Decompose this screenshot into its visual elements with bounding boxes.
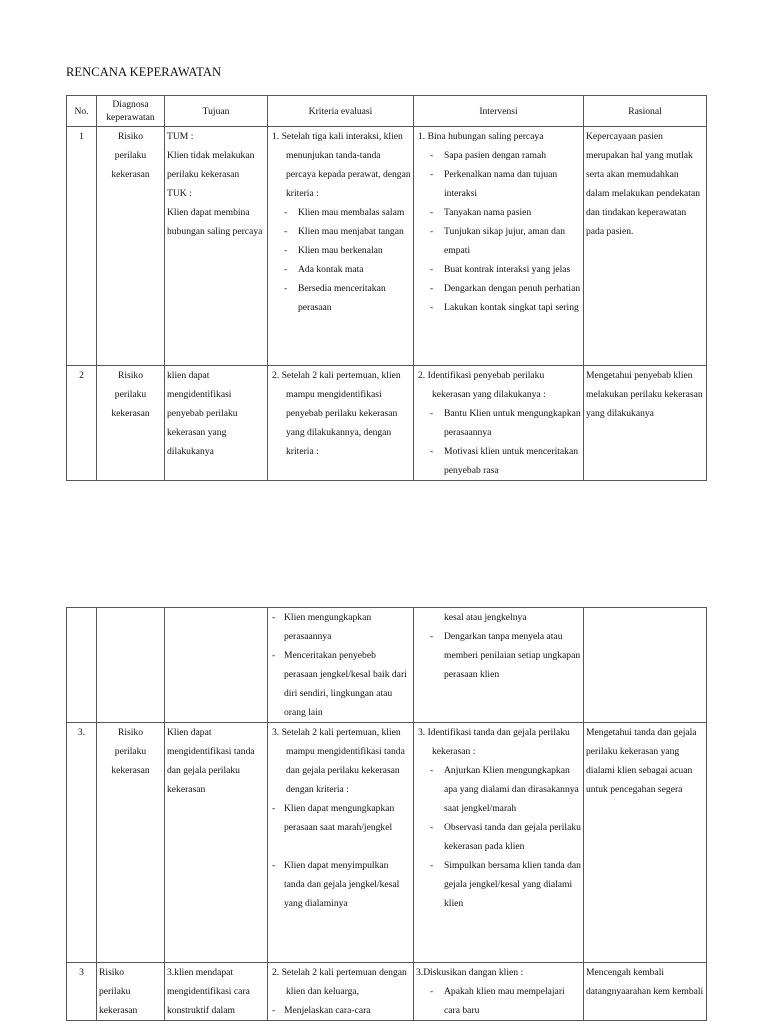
table-row	[67, 963, 707, 1021]
list-item: - Sapa pasien dengan ramah	[416, 146, 581, 165]
list-item: - Bersedia menceritakan perasaan	[270, 279, 411, 317]
list-item: - Anjurkan Klien mengungkapkan apa yang dialami dan dirasakannya saat jengkel/marah	[416, 761, 581, 818]
list-item: - Ada kontak mata	[270, 260, 411, 279]
list-item: - Tunjukan sikap jujur, aman dan empati	[416, 222, 581, 260]
list-item: - Buat kontrak interaksi yang jelas	[416, 260, 581, 279]
intervensi-cell: 3.Diskusikan dangan klien : - Apakah klien mau mempelajari cara baru	[414, 963, 584, 1021]
list-item: - Dengarkan tanpa menyela atau memberi penilaian setiap ungkapan perasaan klien	[416, 627, 581, 684]
table-row	[67, 723, 707, 963]
table-header-row	[67, 96, 707, 127]
tujuan-cell: klien dapat mengidentifikasi penyebab perilaku kekerasan yang dilakukanya	[165, 366, 268, 481]
list-item: - Motivasi klien untuk menceritakan penyebab rasa	[416, 442, 581, 480]
table-row	[67, 366, 707, 481]
kriteria-cell	[268, 608, 414, 723]
list-item: - Menjelaskan cara-cara	[270, 1001, 411, 1020]
care-plan-table-page-1	[66, 95, 707, 481]
kriteria-cell: 2. Setelah 2 kali pertemuan dengan klien dan keluarga, - Menjelaskan cara-cara	[268, 963, 414, 1021]
table-row-continued	[67, 608, 707, 723]
list-item: - Klien mau berkenalan	[270, 241, 411, 260]
tujuan-cell: 3.klien mendapat mengidentifikasi cara konstruktif dalam	[165, 963, 268, 1021]
diagnosa-cell: Risiko perilaku kekerasan	[97, 366, 165, 481]
list-item: - Klien dapat menyimpulkan tanda dan gejala jengkel/kesal yang dialaminya	[270, 856, 411, 913]
list-item: - Dengarkan dengan penuh perhatian	[416, 279, 581, 298]
list-item: - Menceritakan penyebeb perasaan jengkel/kesal baik dari diri sendiri, lingkungan atau orang lain	[270, 646, 411, 722]
row-number: 1	[67, 127, 97, 366]
header-kriteria: Kriteria evaluasi	[268, 96, 414, 127]
rasional-cell: Kepercayaan pasien merupakan hal yang mutlak serta akan memudahkan dalam melakukan pendekatan dan tindakan keperawatan pada pasien.	[584, 127, 707, 366]
kriteria-cell: 3. Setelah 2 kali pertemuan, klien mampu mengidentifikasi tanda dan gejala perilaku kekerasan dengan kriteria : - Klien dapat mengungkapkan perasaan saat marah/jengkel - Klien dapat menyimpulkan tanda dan gejala jengkel/kesal yang dialaminya	[268, 723, 414, 963]
header-rasional: Rasional	[584, 96, 707, 127]
list-item: - Apakah klien mau mempelajari cara baru	[416, 982, 581, 1020]
tujuan-cell: Klien dapat mengidentifikasi tanda dan gejala perilaku kekerasan	[165, 723, 268, 963]
care-plan-table-page-2	[66, 607, 707, 1021]
intervensi-cell: kesal atau jengkelnya - Dengarkan tanpa menyela atau memberi penilaian setiap ungkapan perasaan klien	[414, 608, 584, 723]
kriteria-cell: 1. Setelah tiga kali interaksi, klien menunjukan tanda-tanda percaya kepada perawat, dengan kriteria : - Klien mau membalas salam - Klien mau menjabat tangan - Klien mau berkenalan - Ada kontak mata - Bersedia menceritakan perasaan	[268, 127, 414, 366]
list-item: - Klien mengungkapkan perasaannya	[270, 608, 411, 646]
list-item: - Klien dapat mengungkapkan perasaan saat marah/jengkel	[270, 799, 411, 837]
header-diagnosa: Diagnosa keperawatan	[97, 96, 165, 127]
intervensi-cell: 1. Bina hubungan saling percaya - Sapa pasien dengan ramah - Perkenalkan nama dan tujuan interaksi - Tanyakan nama pasien - Tunjukan sikap jujur, aman dan empati - Buat kontrak interaksi yang jelas - Dengarkan dengan penuh perhatian - Lakukan kontak singkat tapi sering	[414, 127, 584, 366]
page-title: RENCANA KEPERAWATAN	[66, 65, 222, 79]
row-number: 3	[67, 963, 97, 1021]
list-item: - Klien mau membalas salam	[270, 203, 411, 222]
table-row	[67, 127, 707, 366]
rasional-cell: Mencengah kembali datangnyaarahan kem kembali	[584, 963, 707, 1021]
header-no: No.	[67, 96, 97, 127]
list-item: - Tanyakan nama pasien	[416, 203, 581, 222]
list-item: - Bantu Klien untuk mengungkapkan perasaannya	[416, 404, 581, 442]
row-number: 2	[67, 366, 97, 481]
diagnosa-cell: Risiko perilaku kekerasan	[97, 963, 165, 1021]
list-item: - Perkenalkan nama dan tujuan interaksi	[416, 165, 581, 203]
row-number: 3.	[67, 723, 97, 963]
rasional-cell: Mengetahui penyebab klien melakukan perilaku kekerasan yang dilakukanya	[584, 366, 707, 481]
list-item: - Observasi tanda dan gejala perilaku kekerasan pada klien	[416, 818, 581, 856]
list-item: - Klien mau menjabat tangan	[270, 222, 411, 241]
list-item: - Lakukan kontak singkat tapi sering	[416, 298, 581, 317]
intervensi-cell: 3. Identifikasi tanda dan gejala perilaku kekerasan : - Anjurkan Klien mengungkapkan apa yang dialami dan dirasakannya saat jengkel/marah - Observasi tanda dan gejala perilaku kekerasan pada klien - Simpulkan bersama klien tanda dan gejala jengkel/kesal yang dialami klien	[414, 723, 584, 963]
tujuan-cell: TUM : Klien tidak melakukan perilaku kekerasan TUK : Klien dapat membina hubungan saling percaya	[165, 127, 268, 366]
header-intervensi: Intervensi	[414, 96, 584, 127]
rasional-cell: Mengetahui tanda dan gejala perilaku kekerasan yang dialami klien sebagai acuan untuk pencegahan segera	[584, 723, 707, 963]
kriteria-cell: 2. Setelah 2 kali pertemuan, klien mampu mengidentifikasi penyebab perilaku kekerasan yang dilakukannya, dengan kriteria :	[268, 366, 414, 481]
diagnosa-cell: Risiko perilaku kekerasan	[97, 127, 165, 366]
header-tujuan: Tujuan	[165, 96, 268, 127]
intervensi-cell: 2. Identifikasi penyebab perilaku kekerasan yang dilakukanya : - Bantu Klien untuk mengungkapkan perasaannya - Motivasi klien untuk menceritakan penyebab rasa	[414, 366, 584, 481]
list-item: - Simpulkan bersama klien tanda dan gejala jengkel/kesal yang dialami klien	[416, 856, 581, 913]
diagnosa-cell: Risiko perilaku kekerasan	[97, 723, 165, 963]
